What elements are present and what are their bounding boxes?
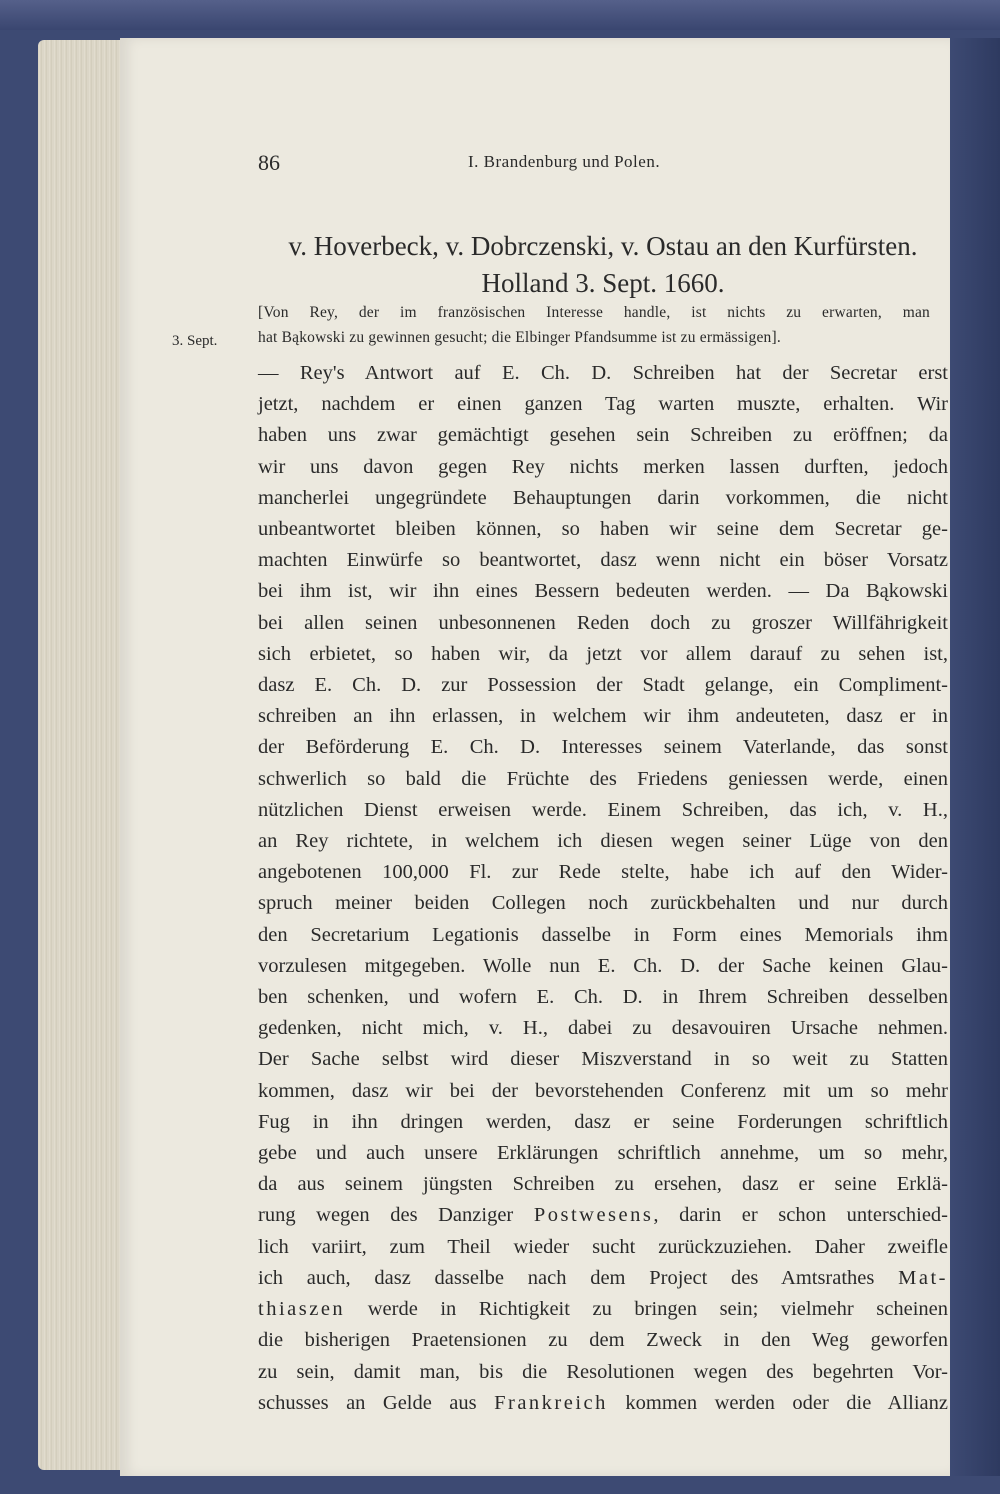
running-head-title: I. Brandenburg und Polen. (468, 152, 661, 171)
spaced-emphasis-word: Mat- (898, 1266, 948, 1289)
body-line: vorzulesen mitgegeben. Wolle nun E. Ch. D. der Sache keinen Glau- (258, 954, 948, 977)
book-page (120, 38, 950, 1476)
summary-bracket (258, 300, 930, 350)
body-line: dasz E. Ch. D. zur Possession der Stadt gelange, ein Compliment- (258, 674, 948, 697)
body-line: zu sein, damit man, bis die Resolutionen wegen des begehrten Vor- (258, 1360, 948, 1383)
book-cover-edge (0, 0, 1000, 30)
body-line: wir uns davon gegen Rey nichts merken lassen durften, jedoch (258, 455, 948, 478)
body-text (258, 358, 948, 1419)
body-line: gebe und auch unsere Erklärungen schriftlich annehme, um so mehr, (258, 1142, 948, 1165)
body-line: gedenken, nicht mich, v. H., dabei zu desavouiren Ursache nehmen. (258, 1017, 948, 1040)
spaced-emphasis-word: Frankreich (494, 1391, 608, 1414)
body-line: lich variirt, zum Theil wieder sucht zurückzuziehen. Daher zweifle (258, 1235, 948, 1258)
document-title-line-1: v. Hoverbeck, v. Dobrczenski, v. Ostau an den Kurfürsten. (288, 231, 918, 261)
body-line: spruch meiner beiden Collegen noch zurückbehalten und nur durch (258, 892, 948, 915)
document-title-line-2: Holland 3. Sept. 1660. (481, 268, 725, 298)
body-line: — Rey's Antwort auf E. Ch. D. Schreiben hat der Secretar erst (258, 362, 948, 384)
body-line: mancherlei ungegründete Behauptungen darin vorkommen, die nicht (258, 486, 948, 509)
body-line: angebotenen 100,000 Fl. zur Rede stelte, habe ich auf den Wider- (258, 861, 948, 884)
body-line: da aus seinem jüngsten Schreiben zu ersehen, dasz er seine Erklä- (258, 1173, 948, 1196)
body-line: sich erbietet, so haben wir, da jetzt vor allem darauf zu sehen ist, (258, 642, 948, 665)
running-head (258, 150, 928, 180)
spaced-emphasis-word: Postwesens (533, 1204, 654, 1227)
body-line: bei allen seinen unbesonnenen Reden doch zu groszer Willfährigkeit (258, 611, 948, 634)
summary-line-2: hat Bąkowski zu gewinnen gesucht; die Elbinger Pfandsumme ist zu ermässigen]. (258, 329, 781, 346)
body-line: haben uns zwar gemächtigt gesehen sein Schreiben zu eröffnen; da (258, 424, 948, 447)
body-line: nützlichen Dienst erweisen werde. Einem Schreiben, das ich, v. H., (258, 798, 948, 821)
body-line: kommen, dasz wir bei der bevorstehenden Conferenz mit um so mehr (258, 1079, 948, 1102)
body-line: Der Sache selbst wird dieser Miszverstand in so weit zu Statten (258, 1048, 948, 1071)
body-line: schusses an Gelde aus Frankreich kommen werden oder die Allianz (258, 1391, 948, 1414)
body-line: an Rey richtete, in welchem ich diesen wegen seiner Lüge von den (258, 830, 948, 853)
body-line: unbeantwortet bleiben können, so haben wir seine dem Secretar ge- (258, 518, 948, 541)
body-line: den Secretarium Legationis dasselbe in Form eines Memorials ihm (258, 923, 948, 946)
body-line: der Beförderung E. Ch. D. Interesses seinem Vaterlande, das sonst (258, 736, 948, 759)
spaced-emphasis-word: thiaszen (258, 1298, 346, 1321)
document-title (258, 228, 948, 302)
page-number: 86 (258, 150, 280, 175)
body-line: bei ihm ist, wir ihn eines Bessern bedeuten werden. — Da Bąkowski (258, 580, 948, 603)
body-line: schwerlich so bald die Früchte des Friedens geniessen werde, einen (258, 767, 948, 790)
body-line: ich auch, dasz dasselbe nach dem Project des Amtsrathes Mat- (258, 1266, 948, 1289)
margin-date-note: 3. Sept. (172, 333, 218, 349)
body-line: rung wegen des Danziger Postwesens, darin er schon unterschied- (258, 1204, 948, 1227)
body-line: die bisherigen Praetensionen zu dem Zweck in den Weg geworfen (258, 1329, 948, 1352)
body-line: thiaszen werde in Richtigkeit zu bringen sein; vielmehr scheinen (258, 1298, 948, 1321)
page-edges (38, 40, 128, 1470)
body-line: Fug in ihn dringen werden, dasz er seine Forderungen schriftlich (258, 1110, 948, 1133)
body-line: schreiben an ihn erlassen, in welchem wir ihm andeuteten, dasz er in (258, 705, 948, 728)
body-line: jetzt, nachdem er einen ganzen Tag warten muszte, erhalten. Wir (258, 393, 948, 416)
book-spine-edge (950, 38, 1000, 1476)
body-line: machten Einwürfe so beantwortet, dasz wenn nicht ein böser Vorsatz (258, 549, 948, 572)
body-line: ben schenken, und wofern E. Ch. D. in Ihrem Schreiben desselben (258, 986, 948, 1009)
summary-line-1: [Von Rey, der im französischen Interesse handle, ist nichts zu erwarten, man (258, 304, 930, 321)
